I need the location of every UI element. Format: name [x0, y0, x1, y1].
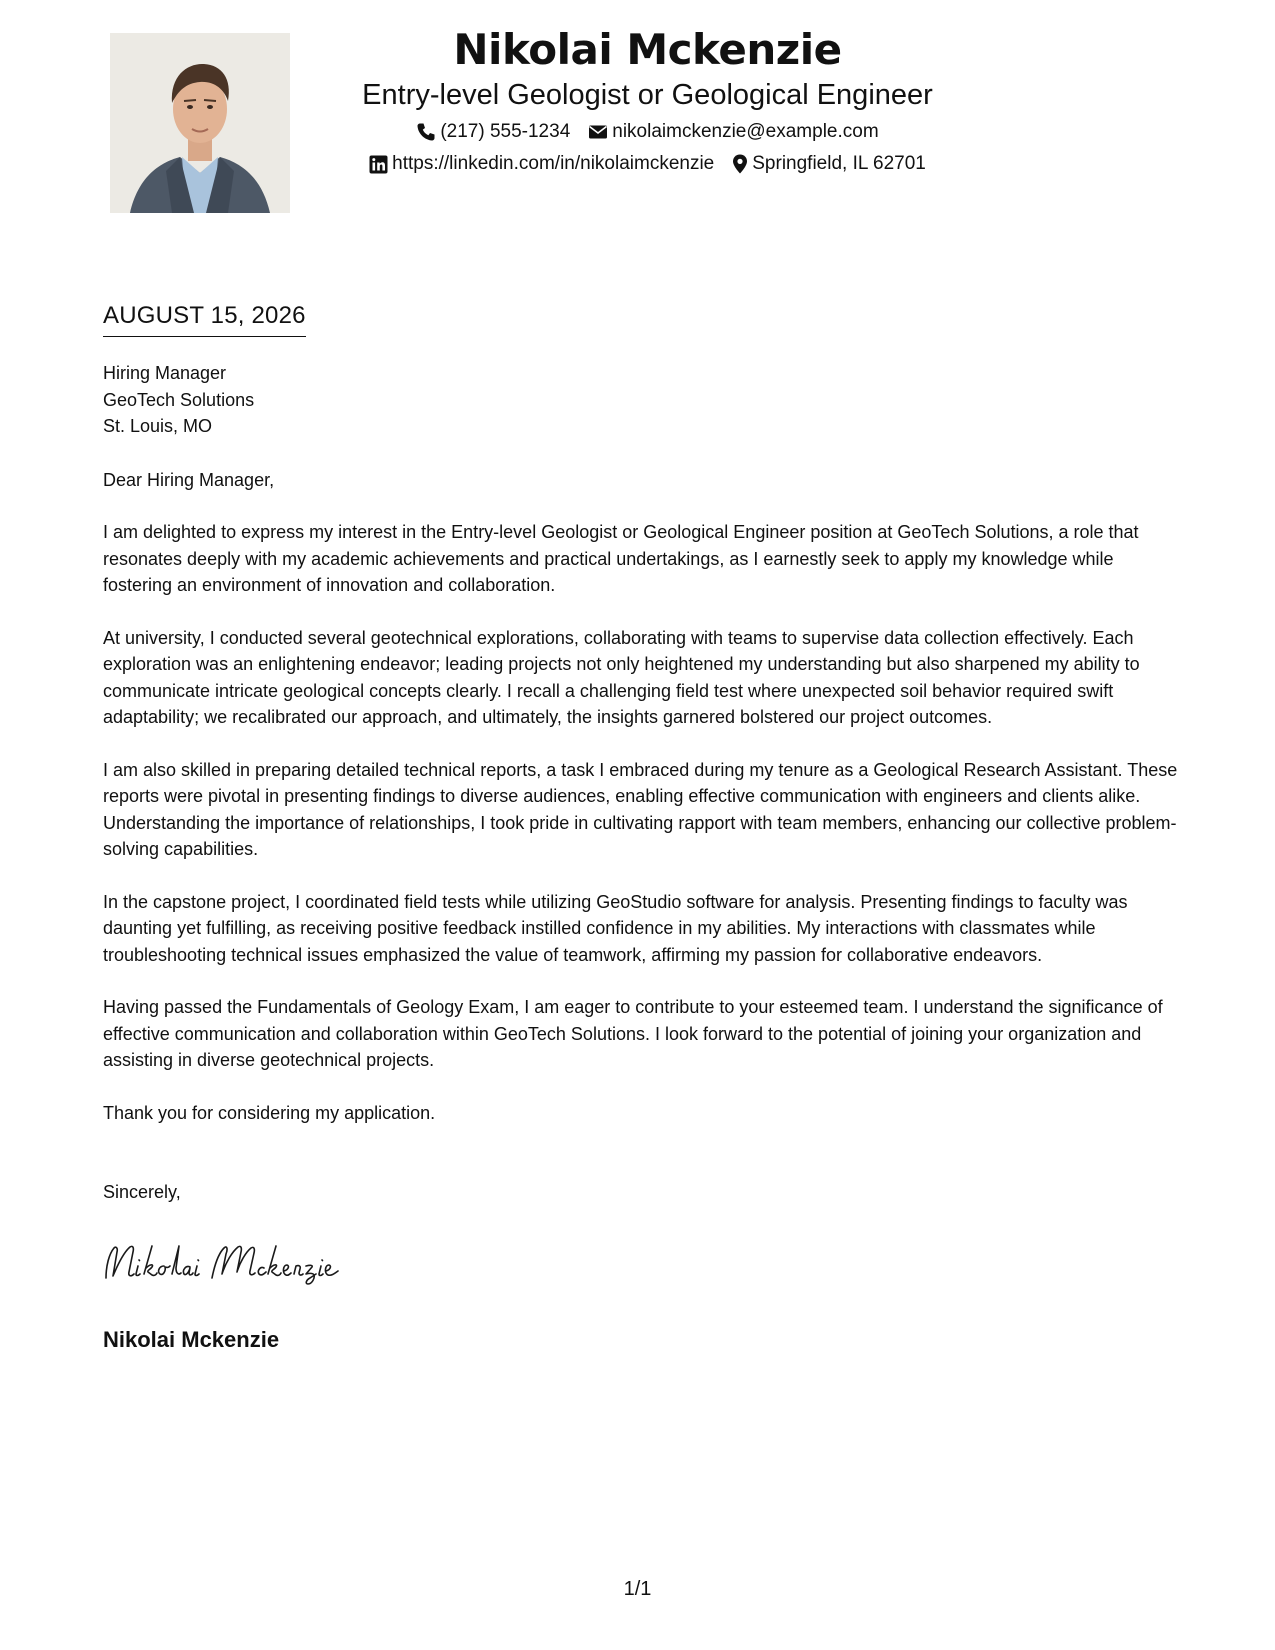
linkedin-icon	[369, 155, 388, 174]
recipient-line: St. Louis, MO	[103, 416, 213, 436]
closing: Sincerely,	[103, 1182, 181, 1202]
paragraph: At university, I conducted several geotechnical explorations, collaborating with teams to supervise data collection effectively. Each exploration was an enlightening endeavor; leading projects not only heightened my understanding but also sharpened my ability to communicate intricate geological concepts clearly. I recall a challenging field test where unexpected soil behavior required swift adaptability; we recalibrated our approach, and ultimately, the insights garnered bolstered our project outcomes.	[103, 627, 1140, 727]
contact-row-2	[290, 148, 1005, 180]
contact-location	[732, 148, 926, 180]
greeting: Dear Hiring Manager,	[103, 469, 275, 490]
phone-text: (217) 555-1234	[440, 121, 571, 142]
location-text: Springfield, IL 62701	[752, 153, 926, 174]
paragraph: Thank you for considering my application.	[103, 1102, 436, 1123]
profile-photo	[110, 33, 290, 213]
recipient-block	[103, 360, 1178, 440]
applicant-name: Nikolai Mckenzie	[453, 25, 842, 74]
email-text: nikolaimckenzie@example.com	[612, 121, 879, 142]
signer-name: Nikolai Mckenzie	[103, 1327, 280, 1352]
recipient-line: Hiring Manager	[103, 363, 227, 383]
recipient-line: GeoTech Solutions	[103, 389, 255, 410]
contact-linkedin[interactable]	[369, 148, 714, 180]
contact-phone	[416, 116, 570, 148]
paragraph: I am delighted to express my interest in the Entry-level Geologist or Geological Engineer position at GeoTech Solutions, a role that resonates deeply with my academic achievements and practical undertakings, as I earnestly seek to apply my knowledge while fostering an environment of innovation and collaboration.	[103, 522, 1139, 595]
contact-email[interactable]	[588, 116, 878, 148]
map-pin-icon	[732, 154, 748, 174]
letter-date: AUGUST 15, 2026	[103, 300, 306, 337]
paragraph: Having passed the Fundamentals of Geology Exam, I am eager to contribute to your esteemed team. I understand the significance of effective communication and collaboration within GeoTech Solutions. I look forward to the potential of joining your organization and assisting in diverse geotechnical projects.	[103, 997, 1163, 1070]
paragraph: I am also skilled in preparing detailed technical reports, a task I embraced during my tenure as a Geological Research Assistant. These reports were pivotal in presenting findings to diverse audiences, enabling effective communication with engineers and clients alike. Understanding the importance of relationships, I took pride in cultivating rapport with team members, enhancing our collective problem-solving capabilities.	[103, 759, 1178, 859]
envelope-icon	[588, 122, 608, 142]
handwritten-signature	[100, 1238, 370, 1290]
linkedin-text: https://linkedin.com/in/nikolaimckenzie	[392, 153, 715, 174]
job-title: Entry-level Geologist or Geological Engineer	[362, 79, 933, 111]
letter-body	[103, 360, 1178, 1206]
contact-row-1	[290, 116, 1005, 148]
header	[290, 24, 1005, 180]
page-number: 1/1	[623, 1578, 652, 1600]
phone-icon	[416, 122, 436, 142]
paragraph: In the capstone project, I coordinated field tests while utilizing GeoStudio software for analysis. Presenting findings to faculty was daunting yet fulfilling, as receiving positive feedback instilled confidence in my abilities. My interactions with classmates while troubleshooting technical issues emphasized the value of teamwork, affirming my passion for collaborative endeavors.	[103, 891, 1128, 965]
